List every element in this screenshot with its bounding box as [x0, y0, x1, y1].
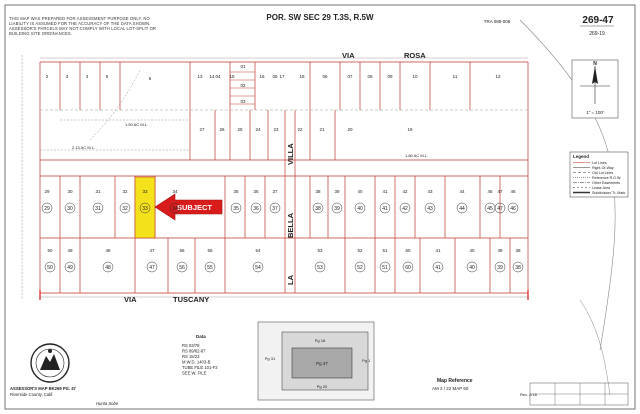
street-la: LA	[286, 275, 295, 285]
book-page-sub: 269-19	[589, 31, 605, 37]
parcel-number-circled: 29	[44, 206, 50, 212]
parcel-number: 05	[272, 74, 278, 79]
acreage-label: 1.80 AC M.L.	[405, 153, 429, 158]
parcel-number: 45	[487, 189, 493, 194]
parcel-number-circled: 48	[105, 265, 111, 271]
data-line: RS 53/78	[182, 343, 200, 348]
parcel-number-circled: 31	[95, 206, 101, 212]
parcel-number: 38	[515, 248, 521, 253]
parcel-number: 36	[253, 189, 259, 194]
street-villa: VILLA	[286, 143, 295, 165]
parcel-number-circled: 52	[357, 265, 363, 271]
parcel-number: 10	[412, 74, 418, 79]
lot-lines	[40, 58, 528, 297]
map-reference-line: AM 2 / 22 MAP 60	[432, 386, 469, 391]
data-line: RS 89/82-87	[182, 348, 206, 354]
assessor-line-1: ASSESSOR'S MAP BK269 PG. 47	[10, 386, 76, 391]
parcel-number-circled: 53	[317, 265, 323, 271]
parcel-number: 11	[452, 74, 458, 79]
parcel-number: 29	[44, 189, 50, 194]
parcel-number: 20	[347, 127, 353, 132]
parcel-number: 31	[95, 189, 101, 194]
parcel-number: 44	[459, 189, 465, 194]
data-line: M.W.D. 1403-B	[182, 359, 211, 365]
parcel-number-circled: 51	[382, 265, 388, 271]
parcel-number: 41	[435, 248, 441, 253]
parcel-number: 43	[427, 189, 433, 194]
parcel-number: 07	[347, 74, 353, 79]
parcel-number: 37	[272, 189, 278, 194]
inset-map	[258, 322, 374, 400]
parcel-number: 42	[402, 189, 408, 194]
county-seal	[31, 344, 69, 382]
parcel-number: 60	[405, 248, 411, 253]
parcel-number: 54	[255, 248, 261, 253]
parcel-number-circled: 34	[172, 206, 178, 212]
subject-label: SUBJECT	[177, 203, 213, 212]
parcel-number-circled: 55	[207, 265, 213, 271]
parcel-number: 52	[357, 248, 363, 253]
parcel-number: 12	[495, 74, 501, 79]
parcel-number: 13	[197, 74, 203, 79]
data-line: RS 15/23	[182, 354, 200, 359]
revision-table	[530, 383, 628, 405]
legend-title: Legend	[573, 154, 590, 159]
inset-page: Pg 31	[264, 356, 276, 361]
parcel-number: 3	[65, 74, 69, 79]
parcel-number-circled: 30	[67, 206, 73, 212]
parcel-number: 35	[233, 189, 239, 194]
parcel-number: 02	[240, 83, 246, 88]
parcel-number: 09	[387, 74, 393, 79]
parcel-number: 6	[148, 76, 152, 81]
map-title: POR. SW SEC 29 T.3S, R.5W	[266, 13, 374, 22]
parcel-number-circled: 40	[469, 265, 475, 271]
legend-item: Other Easements	[592, 181, 620, 185]
parcel-number-circled: 32	[122, 206, 128, 212]
inset-page: Pg 1	[362, 358, 371, 363]
parcel-number-circled: 43	[427, 206, 433, 212]
parcel-number-circled: 38	[315, 206, 321, 212]
parcel-number: 18	[299, 74, 305, 79]
parcel-number-circled: 41	[382, 206, 388, 212]
data-title: Data	[196, 334, 206, 339]
parcel-number-circled: 39	[334, 206, 340, 212]
parcel-number: 38	[315, 189, 321, 194]
parcel-number: 22	[297, 127, 303, 132]
map-reference-title: Map Reference	[437, 378, 473, 384]
parcel-number-circled: 33	[142, 206, 148, 212]
parcel-number: 21	[319, 127, 325, 132]
parcel-number: 39	[497, 248, 503, 253]
parcel-number: 5	[105, 74, 109, 79]
parcel-number: 56	[179, 248, 185, 253]
parcel-number: 48	[105, 248, 111, 253]
legend-item: Lot Lines	[592, 161, 607, 165]
parcel-number: 17	[279, 74, 285, 79]
parcel-number-circled: 45	[487, 206, 493, 212]
north-label: N	[593, 61, 597, 67]
parcel-number-circled: 40	[357, 206, 363, 212]
parcel-number: 26	[219, 127, 225, 132]
parcel-number-circled: 47	[497, 206, 503, 212]
parcel-number-circled: 37	[272, 206, 278, 212]
inset-page: Pg 47	[316, 361, 328, 366]
parcel-number-circled: 54	[255, 265, 261, 271]
parcel-number: 47	[149, 248, 155, 253]
revision-date: Rev. 2/18	[520, 392, 537, 397]
parcel-number-circled: 39	[497, 265, 503, 271]
parcel-number-circled: 49	[67, 265, 73, 271]
parcel-number: 33	[142, 189, 148, 194]
data-block	[182, 334, 218, 376]
parcel-labels	[42, 64, 523, 272]
parcel-number: 23	[273, 127, 279, 132]
legend-item: Subdivision/ Tr. Mark	[592, 191, 626, 195]
parcel-number-circled: 50	[47, 265, 53, 271]
parcel-number: 47	[497, 189, 503, 194]
parcel-number: 2	[45, 74, 49, 79]
data-line: SEE W. FILE	[182, 370, 207, 376]
parcel-number: 06	[322, 74, 328, 79]
parcel-number: 16	[259, 74, 265, 79]
parcel-number: 30	[67, 189, 73, 194]
parcel-number: 55	[207, 248, 213, 253]
inset-page: Pg 20	[316, 384, 328, 389]
parcel-number: 14	[209, 74, 215, 79]
parcel-number: 19	[407, 127, 413, 132]
parcel-number: 08	[367, 74, 373, 79]
parcel-number: 49	[67, 248, 73, 253]
acreage-label: 2.13 AC M.L.	[72, 145, 96, 150]
parcel-number-circled: 47	[149, 265, 155, 271]
tra-code: TRA 088-006	[483, 19, 511, 24]
street-via-rosa-2: ROSA	[404, 51, 426, 60]
book-page-number: 269-47	[582, 15, 614, 26]
parcel-number: 39	[334, 189, 340, 194]
scale-label: 1" = 100'	[586, 110, 604, 115]
parcel-number-circled: 36	[253, 206, 259, 212]
parcel-number-circled: 35	[233, 206, 239, 212]
parcel-number-circled: 44	[459, 206, 465, 212]
footer-signature: Hunta Sobe	[96, 401, 119, 406]
inset-page: Pg 18	[314, 338, 326, 343]
parcel-number: 15	[229, 74, 235, 79]
parcel-number: 4	[85, 74, 89, 79]
parcel-number: 24	[255, 127, 261, 132]
street-bella: BELLA	[286, 213, 295, 238]
parcel-number-circled: 38	[515, 265, 521, 271]
parcel-number: 34	[172, 189, 178, 194]
parcel-number: 04	[215, 74, 221, 79]
parcel-number-circled: 46	[510, 206, 516, 212]
parcel-number-circled: 60	[405, 265, 411, 271]
legend-item: Lease Area	[592, 186, 611, 190]
parcel-number: 25	[237, 127, 243, 132]
north-arrow	[572, 60, 618, 118]
disclaimer-text: THIS MAP WAS PREPARED FOR ASSESSMENT PURPOSE ONLY. NO LIABILITY IS ASSUMED FOR THE ACCURACY OF THE DATA SHOWN. ASSESSOR'S PARCELS MAY NOT COMPLY WITH LOCAL LOT-SPLIT OR BUILDING SITE ORDINANCES.	[9, 16, 157, 36]
parcel-number: 01	[240, 64, 246, 69]
parcel-number-circled: 42	[402, 206, 408, 212]
parcel-number: 40	[469, 248, 475, 253]
data-line: TUBE FILE 101-F2	[182, 365, 218, 370]
parcel-number-circled: 56	[179, 265, 185, 271]
parcel-number: 03	[240, 99, 246, 104]
parcel-number: 27	[199, 127, 205, 132]
parcel-number: 46	[510, 189, 516, 194]
legend	[570, 152, 628, 197]
parcel-number: 41	[382, 189, 388, 194]
acreage-label: 1.50 AC M.L.	[125, 122, 149, 127]
assessor-line-2: Riverside County, Calif.	[10, 392, 54, 397]
parcel-number: 51	[382, 248, 388, 253]
parcel-number: 32	[122, 189, 128, 194]
parcel-number: 53	[317, 248, 323, 253]
parcel-number: 40	[357, 189, 363, 194]
parcel-number-circled: 41	[435, 265, 441, 271]
street-via-tuscany-2: TUSCANY	[173, 295, 210, 304]
legend-item: Old Lot Lines	[592, 171, 614, 175]
street-via-rosa-1: VIA	[342, 51, 355, 60]
parcel-number: 50	[47, 248, 53, 253]
legend-item: Right-Of-Way	[592, 166, 614, 170]
street-via-tuscany-1: VIA	[124, 295, 137, 304]
legend-item: Reference R.O.W.	[592, 176, 622, 180]
